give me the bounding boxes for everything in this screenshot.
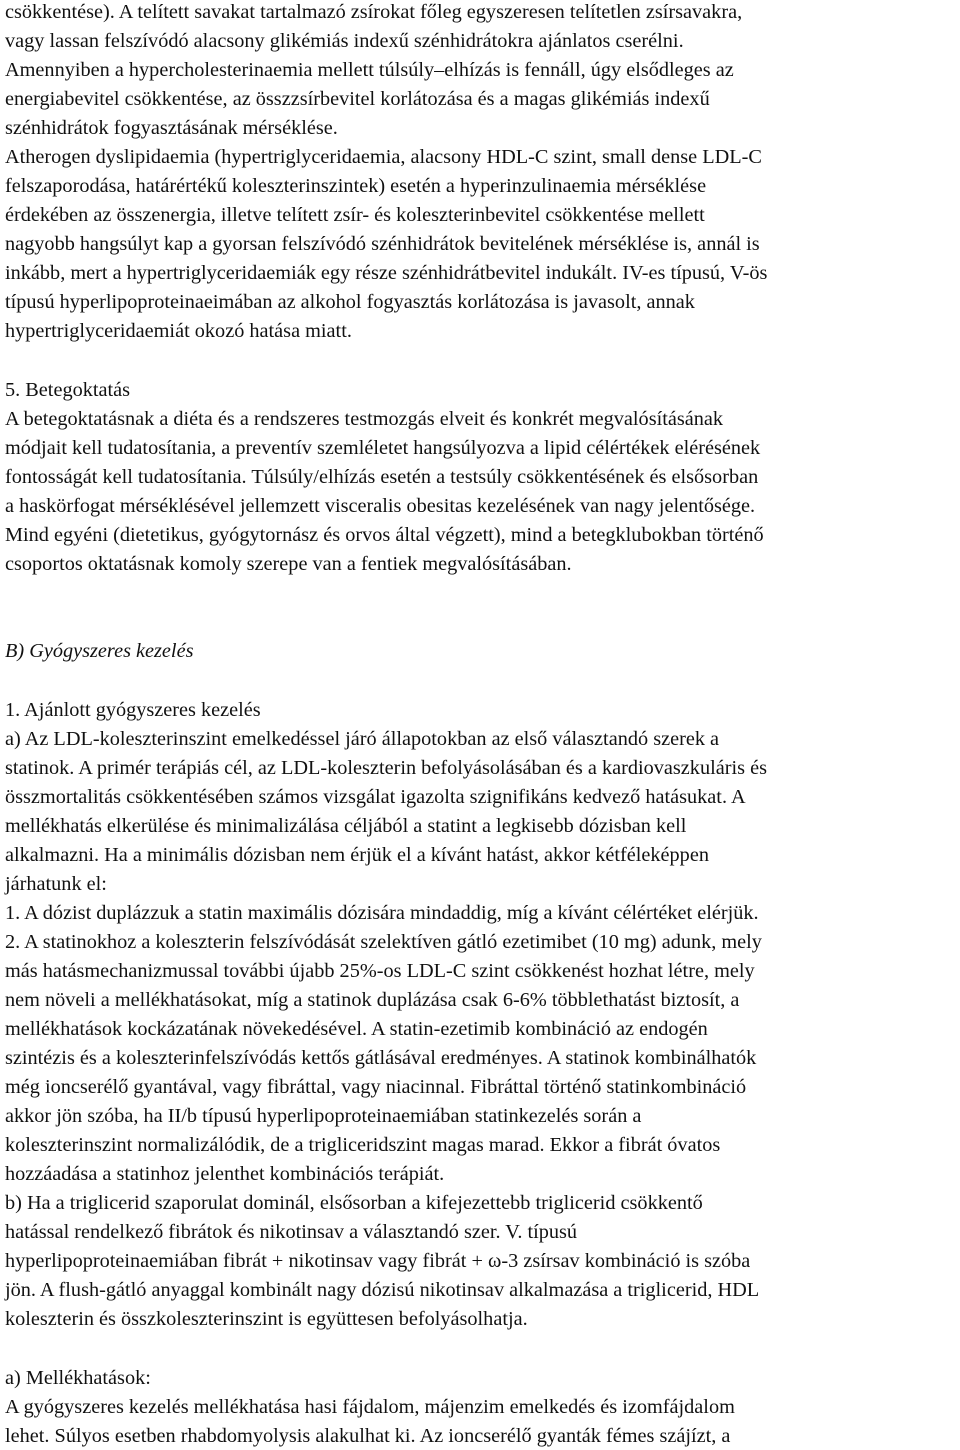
text-line: Atherogen dyslipidaemia (hypertriglyceridaemia, alacsony HDL-C szint, small dense LDL-C xyxy=(5,146,762,168)
text-line: lehet. Súlyos esetben rhabdomyolysis alakulhat ki. Az ioncserélő gyanták fémes szájízt, a xyxy=(5,1425,731,1447)
text-line: 1. A dózist duplázzuk a statin maximális dózisára mindaddig, míg a kívánt célértéket elérjük. xyxy=(5,902,759,924)
text-line: 5. Betegoktatás xyxy=(5,379,131,401)
text-line: mellékhatás elkerülése és minimalizálása céljából a statint a legkisebb dózisban kell xyxy=(5,815,687,837)
text-line: mellékhatások kockázatának növekedésével. A statin-ezetimib kombináció az endogén xyxy=(5,1018,708,1040)
text-line: b) Ha a triglicerid szaporulat dominál, elsősorban a kifejezettebb triglicerid csökkentő xyxy=(5,1192,703,1214)
text-line: statinok. A primér terápiás cél, az LDL-koleszterin befolyásolásában és a kardiovaszkuláris és xyxy=(5,757,767,779)
text-line: koleszterinszint normalizálódik, de a trigliceridszint magas marad. Ekkor a fibrát óvatos xyxy=(5,1134,721,1156)
text-line: A gyógyszeres kezelés mellékhatása hasi fájdalom, májenzim emelkedés és izomfájdalom xyxy=(5,1396,735,1418)
text-line: alkalmazni. Ha a minimális dózisban nem érjük el a kívánt hatást, akkor kétféleképpen xyxy=(5,844,709,866)
text-line: inkább, mert a hypertriglyceridaemiák egy része szénhidrátbevitel indukált. IV-es típusú, V-ös xyxy=(5,262,768,284)
text-line: más hatásmechanizmussal további újabb 25%-os LDL-C szint csökkenést hozhat létre, mely xyxy=(5,960,755,982)
text-line: típusú hyperlipoproteinaeimában az alkohol fogyasztás korlátozása is javasolt, annak xyxy=(5,291,695,313)
text-line: szintézis és a koleszterinfelszívódás kettős gátlásával eredményes. A statinok kombinálhatók xyxy=(5,1047,757,1069)
text-line: hyperlipoproteinaemiában fibrát + nikotinsav vagy fibrát + ω-3 zsírsav kombináció is szóba xyxy=(5,1250,751,1272)
text-line: módjait kell tudatosítania, a preventív szemléletet hangsúlyozva a lipid célértékek elérésének xyxy=(5,437,761,459)
text-line: nem növeli a mellékhatásokat, míg a statinok duplázása csak 6-6% többlethatást biztosít, a xyxy=(5,989,740,1011)
text-line: összmortalitás csökkentésében számos vizsgálat igazolta szignifikáns kedvező hatásukat. A xyxy=(5,786,746,808)
text-line: Mind egyéni (dietetikus, gyógytornász és orvos által végzett), mind a betegklubokban történő xyxy=(5,524,764,546)
text-line: 1. Ajánlott gyógyszeres kezelés xyxy=(5,699,261,721)
text-line: szénhidrátok fogyasztásának mérséklése. xyxy=(5,117,338,139)
text-line: járhatunk el: xyxy=(5,873,107,895)
text-line: akkor jön szóba, ha II/b típusú hyperlipoproteinaemiában statinkezelés során a xyxy=(5,1105,642,1127)
text-line: A betegoktatásnak a diéta és a rendszeres testmozgás elveit és konkrét megvalósításának xyxy=(5,408,724,430)
text-line: hozzáadása a statinhoz jelenthet kombinációs terápiát. xyxy=(5,1163,445,1185)
text-line: 2. A statinokhoz a koleszterin felszívódását szelektíven gátló ezetimibet (10 mg) adunk, mely xyxy=(5,931,762,953)
text-line: érdekében az összenergia, illetve telített zsír- és koleszterinbevitel csökkentése mellett xyxy=(5,204,705,226)
text-line: energiabevitel csökkentése, az összzsírbevitel korlátozása és a magas glikémiás indexű xyxy=(5,88,710,110)
text-line: koleszterin és összkoleszterinszint is együttesen befolyásolhatja. xyxy=(5,1308,528,1330)
section-heading: B) Gyógyszeres kezelés xyxy=(5,640,194,662)
text-line: vagy lassan felszívódó alacsony glikémiás indexű szénhidrátokra ajánlatos cserélni. xyxy=(5,30,684,52)
text-line: hypertriglyceridaemiát okozó hatása miatt. xyxy=(5,320,352,342)
text-line: jön. A flush-gátló anyaggal kombinált nagy dózisú nikotinsav alkalmazása a triglicerid, HDL xyxy=(5,1279,760,1301)
text-line: a haskörfogat mérséklésével jellemzett visceralis obesitas kezelésének van nagy jelentősége. xyxy=(5,495,756,517)
text-line: csökkentése). A telített savakat tartalmazó zsírokat főleg egyszeresen telítetlen zsírsavakra, xyxy=(5,1,743,23)
text-line: Amennyiben a hypercholesterinaemia mellett túlsúly–elhízás is fennáll, úgy elsődleges az xyxy=(5,59,734,81)
text-line: felszaporodása, határértékű koleszterinszintek) esetén a hyperinzulinaemia mérséklése xyxy=(5,175,707,197)
text-line: a) Az LDL-koleszterinszint emelkedéssel járó állapotokban az első választandó szerek a xyxy=(5,728,720,750)
text-line: a) Mellékhatások: xyxy=(5,1367,151,1389)
text-line: nagyobb hangsúlyt kap a gyorsan felszívódó szénhidrátok bevitelének mérséklése is, annál is xyxy=(5,233,760,255)
text-line: fontosságát kell tudatosítania. Túlsúly/elhízás esetén a testsúly csökkentésének és elsősorban xyxy=(5,466,759,488)
text-line: hatással rendelkező fibrátok és nikotinsav a választandó szer. V. típusú xyxy=(5,1221,578,1243)
text-line: még ioncserélő gyantával, vagy fibráttal, vagy niacinnal. Fibráttal történő statinkombináció xyxy=(5,1076,747,1098)
text-line: csoportos oktatásnak komoly szerepe van a fentiek megvalósításában. xyxy=(5,553,572,575)
